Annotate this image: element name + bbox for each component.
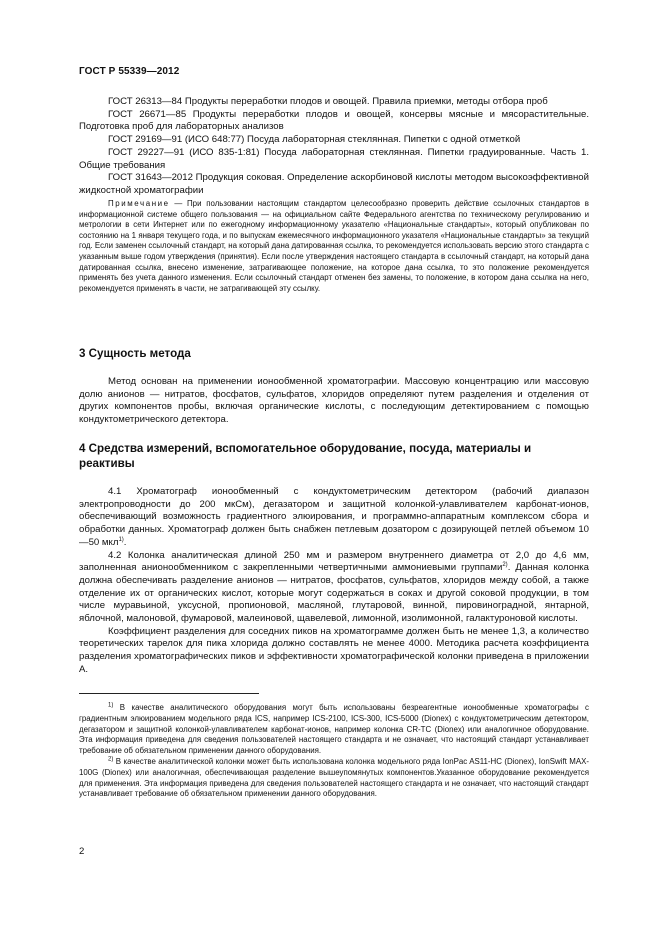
footnote-1-text: В качестве аналитического оборудования могут быть использованы безреагентные ионообменные хроматографы с градиентным элюированием модельного ряда ICS, например ICS-2100, ICS-300, ICS-5000 (Dionex) с кондуктометрическим детектором, дегазатором и защитной колонкой-улавливателем карбонат-ионов, например колонка CR-TC (Dionex) или аналогичное оборудование. Эта информация приведена для сведения пользователей настоящего стандарта и не означает, что настоящий стандарт устанавливает требование об обязательном применении данного оборудования. xyxy=(79,703,589,756)
running-header: ГОСТ Р 55339—2012 xyxy=(79,66,180,77)
footnote-1 xyxy=(79,703,589,757)
reference-item: ГОСТ 26313—84 Продукты переработки плодов и овощей. Правила приемки, методы отбора проб xyxy=(108,96,548,107)
page-number: 2 xyxy=(79,846,85,857)
reference-item: ГОСТ 29169—91 (ИСО 648:77) Посуда лабораторная стеклянная. Пипетки с одной отметкой xyxy=(108,134,521,146)
reference-item: ГОСТ 31643—2012 Продукция соковая. Определение аскорбиновой кислоты методом высокоэффективной жидкостной хроматографии xyxy=(79,172,589,196)
note-label: Примечание xyxy=(108,199,170,208)
section-3 xyxy=(79,346,589,427)
footnote-ref-2: 2) xyxy=(502,562,508,569)
paragraph-4-2 xyxy=(79,550,589,626)
footnote-1-mark: 1) xyxy=(108,702,114,709)
reference-item: ГОСТ 29227—91 (ИСО 835-1:81) Посуда лабораторная стеклянная. Пипетки градуированные. Часть 1. Общие требования xyxy=(79,146,589,171)
paragraph-4-3: Коэффициент разделения для соседних пиков на хроматограмме должен быть не менее 1,3, а количество теоретических тарелок для пика хлорида должно составлять не менее 4000. Методика расчета коэффициента разделения хроматографических пиков и эффективности хроматографической колонки приведена в приложении А. xyxy=(79,625,589,675)
section-4 xyxy=(79,441,589,677)
section-3-heading: 3 Сущность метода xyxy=(79,347,191,360)
footnote-ref-1: 1) xyxy=(118,536,124,543)
note-block xyxy=(79,199,589,294)
footnote-2-text: В качестве аналитической колонки может быть использована колонка модельного ряда IonPac AS11-HC (Dionex), IonSwift MAX-100G (Dionex) или аналогичная, обеспечивающая разделение вышеупомянутых компонентов.Указанное оборудование рекомендуется для применения. Эта информация приведена для сведения пользователей настоящего стандарта и не означает, что настоящий стандарт устанавливает требование об обязательном применении данного оборудования. xyxy=(79,756,589,799)
note-text: — При пользовании настоящим стандартом целесообразно проверить действие ссылочных стандартов в информационной системе общего пользования — на официальном сайте Федерального агентства по техническому регулированию и метрологии в сети Интернет или по ежегодному информационному указателю «Национальные стандарты», который опубликован по состоянию на 1 января текущего года, и по выпускам ежемесячного информационного указателя «Национальные стандарты» за текущий год. Если заменен ссылочный стандарт, на который дана датированная ссылка, то рекомендуется использовать версию этого стандарта с указанным выше годом утверждения (принятия). Если после утверждения настоящего стандарта в ссылочный стандарт, на который дана датированная ссылка, внесено изменение, затрагивающее положение, на которое дана ссылка, то это положение рекомендуется применять без учета данного изменения. Если ссылочный стандарт отменен без замены, то положение, в котором дана ссылка на него, рекомендуется применять в части, не затрагивающей эту ссылку. xyxy=(79,199,589,293)
section-3-text: Метод основан на применении ионообменной хроматографии. Массовую концентрацию или массовую долю анионов — нитратов, фосфатов, сульфатов, хлоридов определяют путем разделения и отделения от других компонентов пробы, включая органические кислоты, с последующим детектированием с помощью кондуктометрического детектора. xyxy=(79,376,589,426)
section-4-heading: 4 Средства измерений, вспомогательное оборудование, посуда, материалы и реактивы xyxy=(79,442,532,470)
paragraph-4-1-text: 4.1 Хроматограф ионообменный с кондуктометрическим детектором (рабочий диапазон электропроводности до 200 мкСм), дегазатором и защитной колонкой-улавливателем карбонат-ионов, обеспечивающий возможность градиентного элюирования, и программно-аппаратным комплексом сбора и обработки данных. Хроматограф должен быть снабжен петлевым дозатором с дозирующей петлей объемом 10—50 мкл xyxy=(79,486,589,548)
footnote-2 xyxy=(79,757,589,800)
footnote-divider xyxy=(79,693,259,694)
normative-references xyxy=(79,96,589,198)
paragraph-4-2-text-a: 4.2 Колонка аналитическая длиной 250 мм и размером внутреннего диаметра от 2,0 до 4,6 мм, заполненная анионообменником с закрепленными четвертичными аммониевыми группами xyxy=(79,549,589,574)
note-paragraph xyxy=(79,199,589,294)
footnotes xyxy=(79,703,589,800)
footnote-2-mark: 2) xyxy=(108,756,114,763)
paragraph-4-2-text-b: . Данная колонка должна обеспечивать разделение анионов — нитратов, фосфатов, сульфатов, хлоридов между собой, а также отделение их от органических кислот, которые могут содержаться в соках и другой соковой продукции, в том числе муравьиной, уксусной, пропионовой, масляной, глутаровой, винной, пировиноградной, янтарной, яблочной, малоновой, фумаровой, малеиновой, щавелевой, лимонной, изолимонной, галактуроновой кислоты. xyxy=(79,562,589,625)
reference-item: ГОСТ 26671—85 Продукты переработки плодов и овощей, консервы мясные и мясорастительные. Подготовка проб для лабораторных анализов xyxy=(79,108,589,133)
paragraph-4-1: 4.1 Хроматограф ионообменный с кондуктометрическим детектором (рабочий диапазон электропроводности до 200 мкСм), дегазатором и защитной колонкой-улавливателем карбонат-ионов, обеспечивающий возможность градиентного элюирования, и программно-аппаратным комплексом сбора и обработки данных. Хроматограф должен быть снабжен петлевым дозатором с дозирующей петлей объемом 10—50 мкл$^{1)}$. xyxy=(79,486,589,548)
